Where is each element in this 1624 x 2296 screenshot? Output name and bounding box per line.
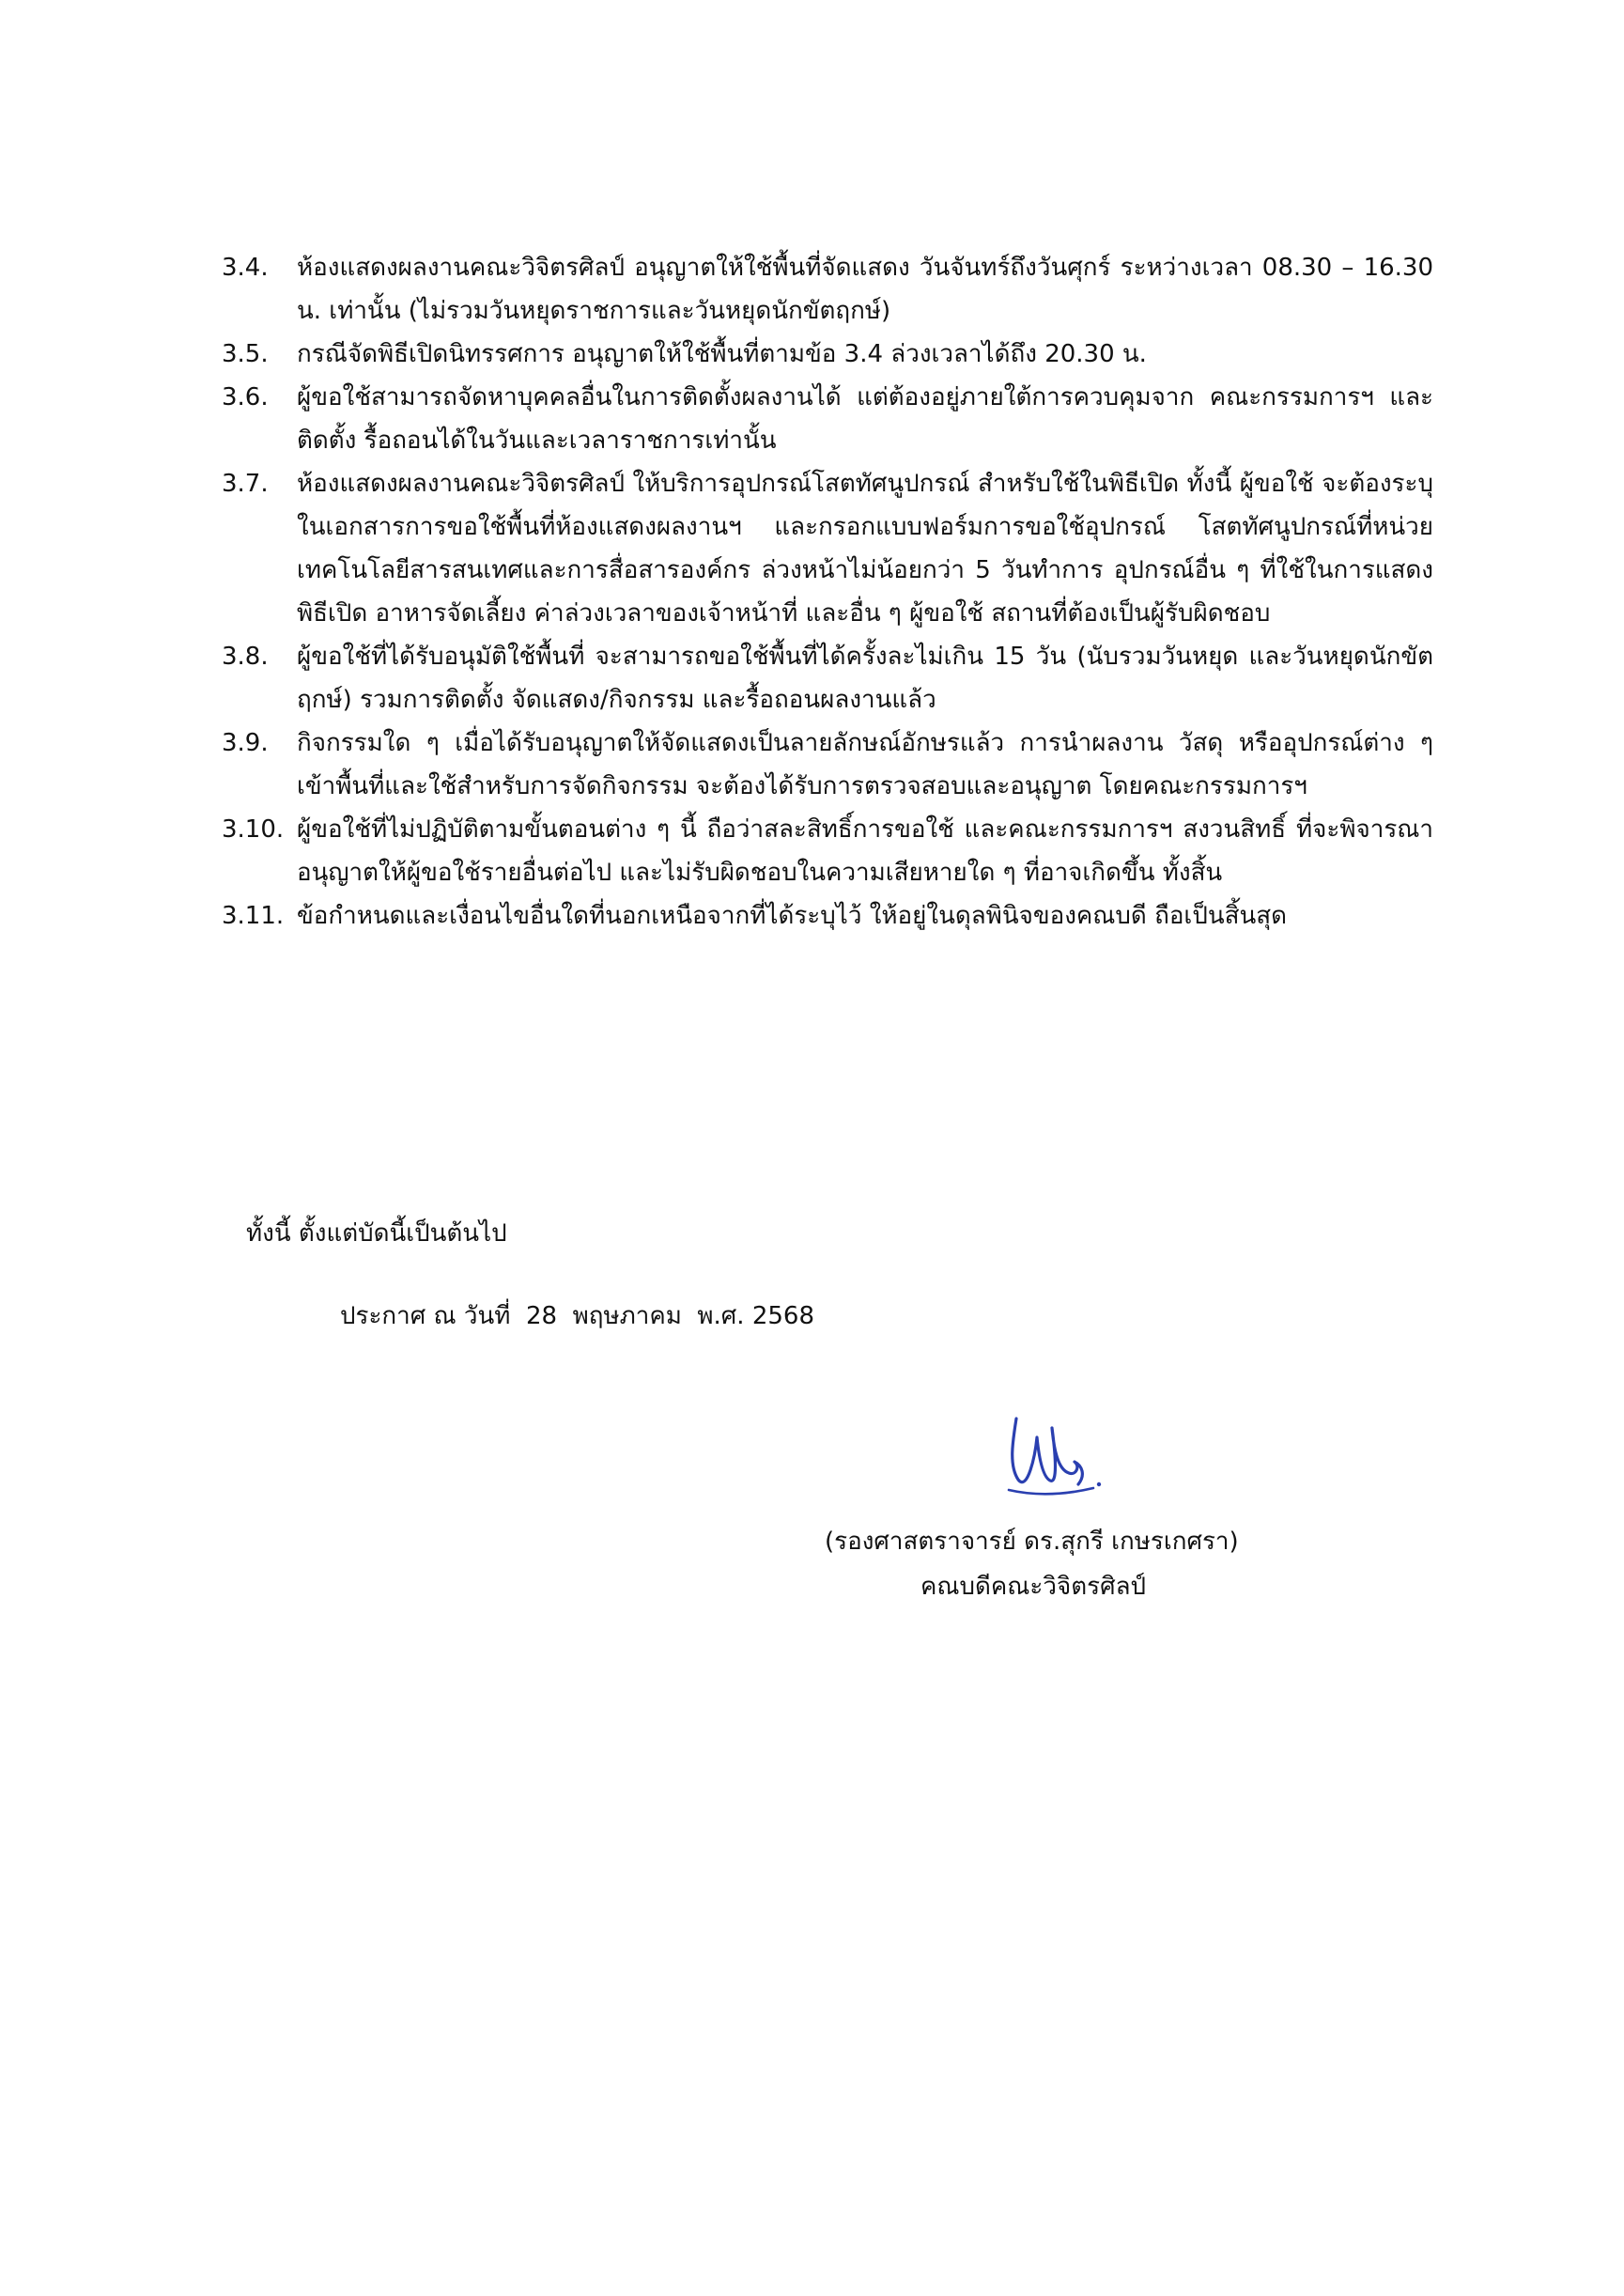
clause-number: 3.5. [222,340,269,368]
clause-text: ห้องแสดงผลงานคณะวิจิตรศิลป์ ให้บริการอุปกรณ์โสตทัศนูปกรณ์ สำหรับใช้ในพิธีเปิด ทั้งนี้ ผู้ขอใช้ จะต้องระบุในเอกสารการขอใช้พื้นที่ห้องแสดงผลงานฯ และกรอกแบบฟอร์มการขอใช้อุปกรณ์ โสตทัศนูปกรณ์ที่หน่วยเทคโนโลยีสารสนเทศและการสื่อสารองค์กร ล่วงหน้าไม่น้อยกว่า 5 วันทำการ อุปกรณ์อื่น ๆ ที่ใช้ในการแสดง พิธีเปิด อาหารจัดเลี้ยง ค่าล่วงเวลาของเจ้าหน้าที่ และอื่น ๆ ผู้ขอใช้ สถานที่ต้องเป็นผู้รับผิดชอบ [297,470,1433,628]
signature-image [996,1390,1108,1503]
announcement-date: ประกาศ ณ วันที่ 28 พฤษภาคม พ.ศ. 2568 [340,1302,815,1330]
clause-item [222,333,1433,376]
clause-number: 3.11. [222,902,285,930]
signer-name: (รองศาสตราจารย์ ดร.สุกรี เกษรเกศรา) [825,1528,1239,1556]
clause-text: ผู้ขอใช้ที่ได้รับอนุมัติใช้พื้นที่ จะสามารถขอใช้พื้นที่ได้ครั้งละไม่เกิน 15 วัน (นับรวมวันหยุด และวันหยุดนักขัตฤกษ์) รวมการติดตั้ง จัดแสดง/กิจกรรม และรื้อถอนผลงานแล้ว [297,643,1433,714]
clause-text: กิจกรรมใด ๆ เมื่อได้รับอนุญาตให้จัดแสดงเป็นลายลักษณ์อักษรแล้ว การนำผลงาน วัสดุ หรืออุปกรณ์ต่าง ๆ เข้าพื้นที่และใช้สำหรับการจัดกิจกรรม จะต้องได้รับการตรวจสอบและอนุญาต โดยคณะกรรมการฯ [297,729,1433,800]
clause-text: ผู้ขอใช้ที่ไม่ปฏิบัติตามขั้นตอนต่าง ๆ นี้ ถือว่าสละสิทธิ์การขอใช้ และคณะกรรมการฯ สงวนสิทธิ์ ที่จะพิจารณาอนุญาตให้ผู้ขอใช้รายอื่นต่อไป และไม่รับผิดชอบในความเสียหายใด ๆ ที่อาจเกิดขึ้น ทั้งสิ้น [297,815,1433,887]
clause-number: 3.4. [222,254,269,282]
clause-item [222,376,1433,462]
clause-item [222,635,1433,721]
clause-item [222,462,1433,635]
clause-number: 3.9. [222,729,269,757]
clause-text: ผู้ขอใช้สามารถจัดหาบุคคลอื่นในการติดตั้งผลงานได้ แต่ต้องอยู่ภายใต้การควบคุมจาก คณะกรรมการฯ และติดตั้ง รื้อถอนได้ในวันและเวลาราชการเท่านั้น [297,383,1433,455]
clause-number: 3.6. [222,383,269,411]
clause-item [222,721,1433,808]
clause-text: ห้องแสดงผลงานคณะวิจิตรศิลป์ อนุญาตให้ใช้พื้นที่จัดแสดง วันจันทร์ถึงวันศุกร์ ระหว่างเวลา 08.30 – 16.30 น. เท่านั้น (ไม่รวมวันหยุดราชการและวันหยุดนักขัตฤกษ์) [297,254,1433,325]
closing-statement: ทั้งนี้ ตั้งแต่บัดนี้เป็นต้นไป [246,1219,507,1248]
clause-number: 3.10. [222,815,285,844]
clause-number: 3.8. [222,643,269,671]
clause-text: ข้อกำหนดและเงื่อนไขอื่นใดที่นอกเหนือจากที่ได้ระบุไว้ ให้อยู่ในดุลพินิจของคณบดี ถือเป็นสิ้นสุด [297,902,1287,930]
signer-title: คณบดีคณะวิจิตรศิลป์ [920,1573,1147,1601]
clause-item [222,246,1433,333]
clause-list [222,246,1433,938]
clause-text: กรณีจัดพิธีเปิดนิทรรศการ อนุญาตให้ใช้พื้นที่ตามข้อ 3.4 ล่วงเวลาได้ถึง 20.30 น. [297,340,1147,368]
clause-item [222,808,1433,894]
clause-item [222,894,1433,938]
clause-number: 3.7. [222,470,269,498]
